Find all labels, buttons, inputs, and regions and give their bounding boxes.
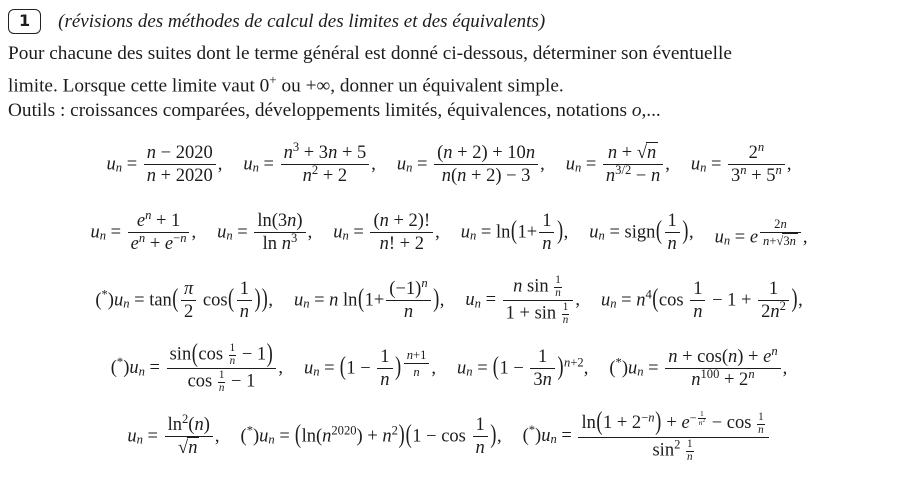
- exercise-number-box: 1: [8, 9, 41, 34]
- formula: (*)un = $\ln(1 + 2^{-n}) + e^{- \frac{1}{n^2}}$ − cos $\frac{1}{n}$ $\sin^2$ $\frac{1}{n}$: [523, 410, 771, 463]
- formula-rows: [6, 131, 892, 471]
- formula: un = $\frac{e^n + 1}{e^n + e^{-n}}$ ,: [90, 207, 197, 255]
- formula: un = $\frac{(n + 2) + 10n}{n(n + 2) - 3}$ ,: [396, 142, 545, 187]
- formula: un = n sin $\frac{1}{n}$ 1 + sin $\frac{1}{n}$ ,: [465, 274, 580, 327]
- formula: un = $\frac{\ln(3n)}{\ln n^3}$ ,: [217, 210, 313, 255]
- formula: un = $\frac{n - 2020}{n + 2020}$ ,: [106, 142, 223, 187]
- formula: un = $\frac{\ln^2(n)}{√n}$ ,: [127, 411, 220, 459]
- little-o-notation: o: [631, 100, 642, 122]
- formula: (*)un = $\frac{n + \cos(n) + e^n}{n^{100} + 2^n}$ ,: [609, 343, 788, 391]
- formula: (*)un = sin(cos $\frac{1}{n}$ − 1) cos $\frac{1}{n}$ − 1 ,: [110, 339, 283, 395]
- formula: un = sign( $\frac{1}{n}$ ),: [589, 210, 694, 255]
- formula: $(^*)un = (\ln(n^{2020}) + n^2)(1 - \cos$ $\frac{1}{n}$ ),: [240, 414, 502, 459]
- formula-row: [6, 403, 892, 471]
- exercise-subtitle: (révisions des méthodes de calcul des limites et des équivalents): [58, 10, 546, 32]
- formula: un = e $^{\frac{2n}{n+√3n}}$ ,: [714, 217, 808, 249]
- formula: un = (1 − $\frac{1}{n}$ ) $^{\frac{n+1}{n}}$ ,: [303, 346, 437, 391]
- zero-plus-superscript: +: [269, 71, 277, 87]
- formula-row: [6, 335, 892, 403]
- formula: un = $n^4(\cos$ $\frac{1}{n}$ − 1 + $\frac{1}{2n^2}$ ),: [600, 278, 803, 323]
- formula: un = n ln(1+ $\frac{(-1)^n}{n}$ ),: [293, 275, 445, 323]
- formula: un = ln(1+ $\frac{1}{n}$ ),: [460, 210, 569, 255]
- formula: un = (1 − $\frac{1}{3n}$ )$^{n+2}$,: [457, 346, 589, 391]
- exercise-statement: [8, 41, 892, 124]
- exercise-header: [8, 9, 892, 34]
- formula: (*)un = tan( $\frac{\pi}{2}$ cos( $\frac{1}{n}$ )),: [95, 278, 273, 323]
- statement-line-1: Pour chacune des suites dont le terme général est donné ci-dessous, déterminer son éventuelle: [8, 43, 732, 64]
- formula: un = $\frac{2^n}{3^n + 5^n}$ ,: [690, 139, 792, 187]
- statement-tools-line: Outils : croissances comparées, développements limités, équivalences, notations o,...: [8, 100, 661, 122]
- formula: un = $\frac{n^3 + 3n + 5}{n^2 + 2}$ ,: [243, 139, 376, 187]
- formula: un = $\frac{n + √n}{n^{3/2} - n}$ ,: [565, 142, 670, 187]
- formula-row: [6, 199, 892, 267]
- formula-row: [6, 267, 892, 335]
- formula: un = $\frac{(n + 2)!}{n! + 2}$ ,: [333, 210, 440, 255]
- formula-row: [6, 131, 892, 199]
- statement-line-2: limite. Lorsque cette limite vaut 0+ ou +∞, donner un équivalent simple.: [8, 71, 564, 96]
